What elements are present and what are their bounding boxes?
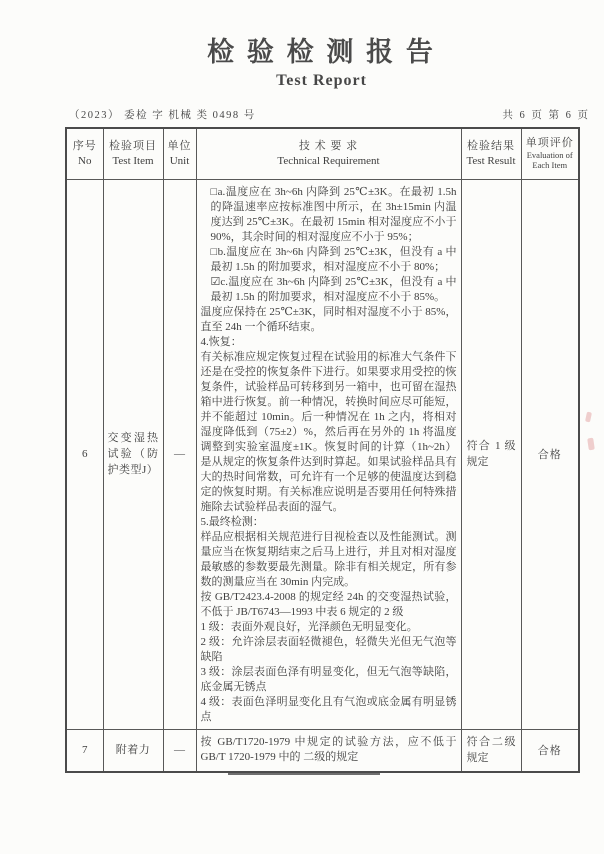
test-item-text: 交变湿热试验（防护类型J） [107,432,159,476]
test-report-table [65,127,580,773]
requirement-paragraph: 4.恢复： [200,335,242,348]
col-header-no-en: No [78,155,92,168]
table-row [66,179,579,729]
col-header-test-result [461,128,521,179]
test-item-text: 附着力 [115,744,151,757]
report-title-cn: 检 验 检 测 报 告 [207,37,436,67]
col-header-unit-en: Unit [169,155,190,168]
cell-no: 6 [66,179,103,729]
col-header-evaluation [521,128,579,179]
requirement-paragraph: ☑c.温度应在 3h~6h 内降到 25℃±3K，但没有 a 中最初 1.5h 的附加要求，相对湿度应不小于 85%。 [210,275,457,303]
signature-line [228,773,380,775]
col-header-test-item [103,128,163,179]
col-header-evaluation-en: Evaluation of Each Item [526,150,573,171]
requirement-paragraph: 1 级：表面外观良好，光泽颜色无明显变化。 [200,620,418,633]
col-header-no-cn: 序号 [72,140,97,153]
requirement-paragraph: 按 GB/T2423.4-2008 的规定经 24h 的交变湿热试验，不低于 JB/T6743—1993 中表 6 规定的 2 级 [200,590,457,618]
requirement-paragraph: 2 级：允许涂层表面轻微褪色，轻微失光但无气泡等缺陷 [200,635,457,663]
test-result-text: 符合二级规定 [466,736,516,765]
cell-no: 7 [66,729,103,772]
col-header-test-item-en: Test Item [112,155,154,168]
stamp-artifact [587,438,595,451]
cell-test-result [461,729,521,772]
col-header-technical-requirement-en: Technical Requirement [277,155,380,168]
cell-test-item [103,179,163,729]
table-header-row [66,128,579,179]
requirement-paragraph: 5.最终检测： [200,515,264,528]
col-header-evaluation-cn: 单项评价 [525,137,574,150]
requirement-paragraph: 按 GB/T1720-1979 中规定的试验方法，应不低于 GB/T 1720-1979 中的 二级的规定 [200,736,457,764]
requirement-text-block [197,180,461,729]
stamp-artifact [585,412,592,423]
requirement-paragraph: 有关标准应规定恢复过程在试验用的标准大气条件下还是在受控的恢复条件下进行。如果要求用受控的恢复条件，试验样品可转移到另一箱中，也可留在湿热箱中进行恢复。前一种情况，转换时间应尽可能短，并不能超过 10min。后一种情况在 1h 之内，将相对湿度降低到（75±2）%，然后再在另外的 1h 将温度调整到实验室温度±1K。恢复时间的计算（1h~2h）是从规定的恢复条件达到时算起。如果试验样品具有大的热时间常数，可允许有一个足够的使温度达到稳定的恢复时期。有关标准应说明是否要用任何特殊措施除去试验样品表面的湿气。 [200,350,457,513]
col-header-no [66,128,103,179]
table-row [66,729,579,772]
col-header-technical-requirement [196,128,461,179]
requirement-paragraph: 3 级：涂层表面色泽有明显变化，但无气泡等缺陷，底金属无锈点 [200,665,457,693]
cell-unit: — [163,729,196,772]
document-number: （2023） 委检 字 机械 类 0498 号 [69,110,256,121]
cell-unit: — [163,179,196,729]
cell-test-result [461,179,521,729]
requirement-paragraph: □b.温度应在 3h~6h 内降到 25℃±3K，但没有 a 中最初 1.5h 的附加要求，相对湿度应不小于 80%； [210,245,457,273]
cell-technical-requirement [196,729,461,772]
report-title-en: Test Report [276,72,367,89]
col-header-test-result-cn: 检验结果 [467,140,515,153]
col-header-test-result-en: Test Result [466,155,516,168]
test-result-text: 符合 1 级规定 [466,440,516,468]
page-count: 共 6 页 第 6 页 [502,110,590,121]
col-header-unit [163,128,196,179]
col-header-test-item-cn: 检验项目 [109,140,157,153]
cell-test-item [103,729,163,772]
requirement-paragraph: 温度应保持在 25℃±3K，同时相对湿度不小于 85%，直至 24h 一个循环结束。 [200,305,457,333]
cell-evaluation: 合格 [521,729,579,772]
requirement-paragraph: 样品应根据相关规范进行目视检查以及性能测试。测量应当在恢复期结束之后马上进行，并且对相对湿度最敏感的参数要最先测量。除非有相关规定，所有参数的测量应当在 30min 内完成。 [200,530,457,588]
col-header-technical-requirement-cn: 技 术 要 求 [298,140,359,153]
requirement-paragraph: □a.温度应在 3h~6h 内降到 25℃±3K。在最初 1.5h 的降温速率应按标准图中所示，在 3h±15min 内温度达到 25℃±3K。在最初 15min 相对湿度应不小于 90%，其余时间的相对湿度应不小于 95%； [210,185,457,243]
col-header-unit-cn: 单位 [167,140,192,153]
requirement-paragraph: 4 级：表面色泽明显变化且有气泡或底金属有明显锈点 [200,695,457,723]
requirement-text-block [197,735,461,765]
cell-evaluation: 合格 [521,179,579,729]
cell-technical-requirement [196,179,461,729]
